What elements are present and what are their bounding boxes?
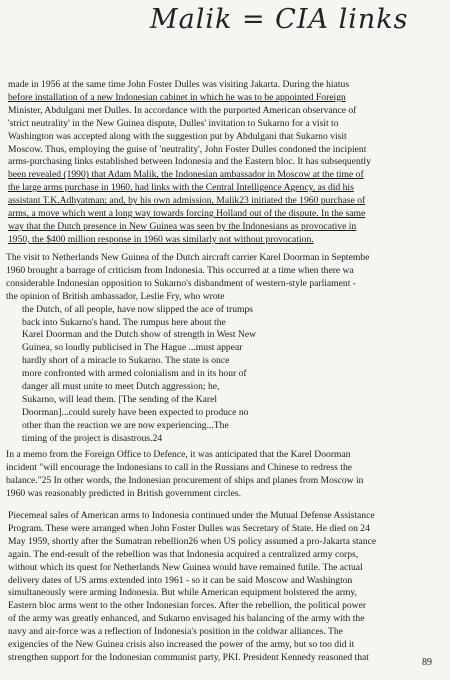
text-line: simultaneously were arming Indonesia. But while American equipment bolstered the army, xyxy=(8,587,357,599)
text-line: Moscow. Thus, employing the guise of 'neutrality', John Foster Dulles condoned the incipient xyxy=(8,143,367,155)
text-line: Piecemeal sales of American arms to Indonesia continued under the Mutual Defense Assistance xyxy=(8,510,375,521)
text-line: assistant T.K.Adhyatman; and, by his own admission, Malik23 initiated the 1960 purchase of xyxy=(8,195,366,207)
text-line: way that the Dutch presence in New Guinea was seen by the Indonesians as provocative in xyxy=(8,220,357,232)
text-line: Program. These were arranged when John Foster Dulles was Secretary of State. He died on 24 xyxy=(8,522,370,534)
text-line: considerable Indonesian opposition to Sukarno's disbandment of western-style parliament - xyxy=(6,277,356,289)
quote-line: more confronted with armed colonialism and in its hour of xyxy=(22,368,247,380)
paragraph-4 xyxy=(8,510,444,665)
quote-line: Guinea, so loudly publicised in The Hague ...must appear xyxy=(22,342,243,354)
quote-line: back into Sukarno's hand. The rumpus here about the xyxy=(22,316,226,328)
text-line: the large arms purchase in 1960, had links with the Central Intelligence Agency, as did his xyxy=(8,182,354,194)
quote-line: Doorman]...could surely have been expected to produce no xyxy=(22,406,249,418)
paragraph-3 xyxy=(6,449,442,501)
text-line: delivery dates of US arms extended into 1961 - so it can be said Moscow and Washington xyxy=(8,574,353,586)
text-line: 'strict neutrality' in the New Guinea dispute, Dulles' invitation to Sukarno for a visit to xyxy=(8,117,339,129)
quote-line: Sukarno, will lead them. [The sending of the Karel xyxy=(22,393,218,405)
quote-line: the Dutch, of all people, have now slipped the ace of trumps xyxy=(22,303,253,315)
quote-line: Karel Doorman and the Dutch show of strength in West New xyxy=(22,329,257,341)
text-line: been revealed (1990) that Adam Malik, the Indonesian ambassador in Moscow at the time of xyxy=(8,169,364,181)
text-line: 1950, the $400 million response in 1960 was similarly not without provocation. xyxy=(8,233,314,245)
text-line: of the army was greatly enhanced, and Sukarno envisaged his balancing of the army with the xyxy=(8,613,365,625)
text-line: The visit to Netherlands New Guinea of the Dutch aircraft carrier Karel Doorman in Septembe xyxy=(6,252,370,263)
handwritten-annotation: Malik = CIA links xyxy=(150,4,409,35)
text-line: Minister, Abdulgani met Dulles. In accordance with the purported American observance of xyxy=(8,104,357,116)
quote-line: timing of the project is disastrous.24 xyxy=(22,432,163,444)
quote-line: other than the reaction we are now experiencing...The xyxy=(22,419,229,431)
text-line: Eastern bloc arms went to the other Indonesian forces. After the rebellion, the political power xyxy=(8,600,367,612)
text-line: before installation of a new Indonesian cabinet in which he was to be appointed Foreign xyxy=(8,91,346,103)
quote-line: hardly short of a miracle to Sukarno. The state is once xyxy=(22,355,230,367)
text-line: In a memo from the Foreign Office to Defence, it was anticipated that the Karel Doorman xyxy=(6,449,351,460)
text-line: incident "will encourage the Indonesians to call in the Russians and Chinese to redress the xyxy=(6,461,353,473)
text-line: strengthen support for the Indonesian communist party, PKI. President Kennedy reasoned that xyxy=(8,651,369,663)
text-line: May 1959, shortly after the Sumatran rebellion26 when US policy assumed a pro-Jakarta stance xyxy=(8,535,377,547)
quote-line: danger all must unite to meet Dutch aggression; he, xyxy=(22,381,220,393)
text-line: the opinion of British ambassador, Leslie Fry, who wrote xyxy=(6,290,225,302)
text-line: balance."25 In other words, the Indonesian procurement of ships and planes from Moscow in xyxy=(6,474,364,486)
text-line: again. The end-result of the rebellion was that Indonesia acquired a centralized army corps, xyxy=(8,548,359,560)
text-line: made in 1956 at the same time John Foster Dulles was visiting Jakarta. During the hiatus xyxy=(8,79,350,90)
paragraph-1 xyxy=(8,79,444,247)
text-line: arms-purchasing links established between Indonesia and the Eastern bloc. It has subsequently xyxy=(8,156,371,168)
text-line: 1960 was reasonably predicted in British government circles. xyxy=(6,487,241,499)
paragraph-2 xyxy=(6,252,442,446)
text-line: Washington was accepted along with the suggestion put by Abdulgani that Sukarno visit xyxy=(8,130,347,142)
page-number: 89 xyxy=(422,657,432,668)
text-line: without which its quest for Netherlands New Guinea would have remained futile. The actual xyxy=(8,561,363,573)
text-line: exigencies of the New Guinea crisis also increased the power of the army, but so too did it xyxy=(8,639,355,651)
text-line: arms, a move which went a long way towards forcing Holland out of the dispute. In the same xyxy=(8,208,366,220)
text-line: navy and air-force was a reflection of Indonesia's position in the coldwar alliances. The xyxy=(8,626,343,638)
text-line: 1960 brought a barrage of criticism from Indonesia. This occurred at a time when there wa xyxy=(6,264,354,276)
